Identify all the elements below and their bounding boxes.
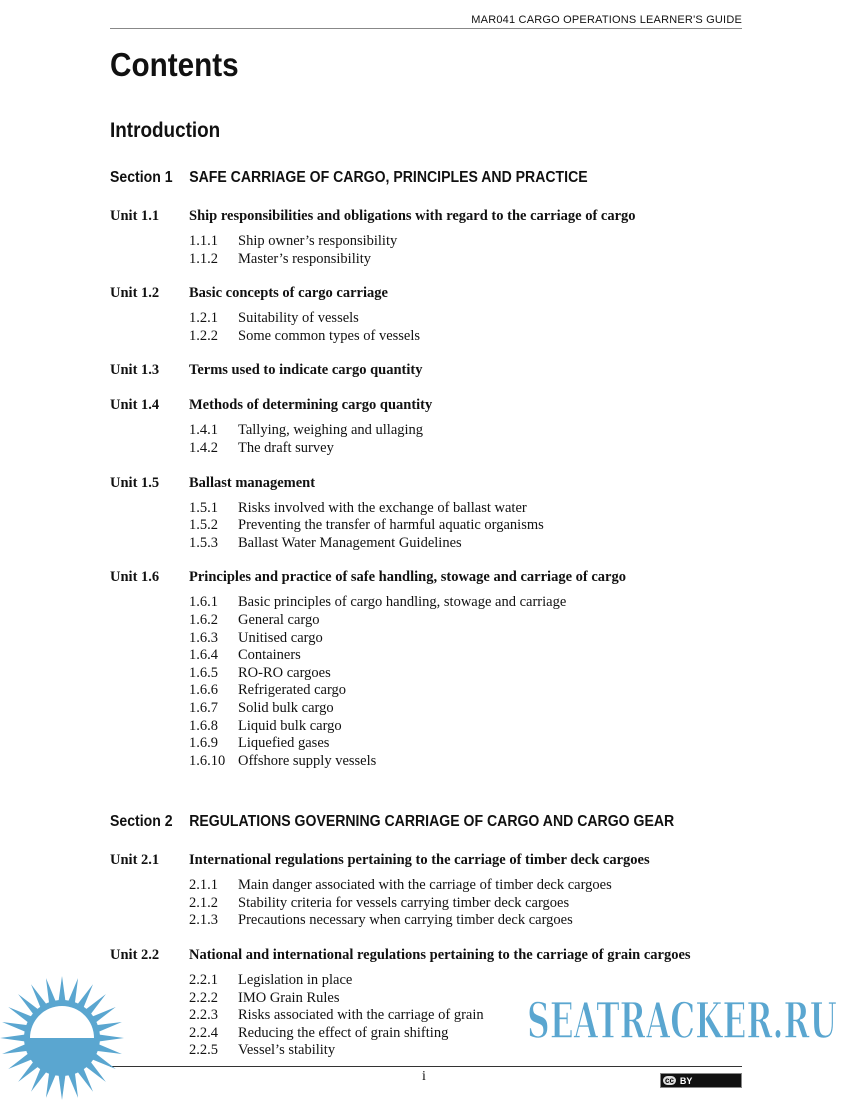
item-title: General cargo [238,611,320,628]
item-number: 1.2.1 [189,310,218,327]
item-number: 2.2.5 [189,1042,218,1059]
item-title: IMO Grain Rules [238,989,340,1006]
item-title: Some common types of vessels [238,327,421,344]
item-number: 2.1.3 [189,912,218,929]
sun-ray [8,1053,32,1069]
item-title: Risks involved with the exchange of ballast water [238,499,527,516]
toc-item[interactable] [110,877,750,895]
toc-item[interactable] [110,718,750,736]
item-number: 2.2.2 [189,989,218,1006]
unit-number: Unit 1.2 [110,285,160,302]
item-title: Refrigerated cargo [238,682,347,699]
item-title: Vessel’s stability [238,1042,336,1059]
unit-title: Basic concepts of cargo carriage [189,285,388,302]
item-number: 1.5.1 [189,499,218,516]
unit-number: Unit 2.2 [110,947,160,964]
item-title: Containers [238,647,301,664]
toc-section-heading[interactable] [110,168,673,188]
toc-item-list [110,233,750,268]
toc-item-list [110,594,750,770]
sun-ray [77,984,93,1008]
watermark-text: SEATRACKER.RU [527,991,837,1046]
toc-unit-heading[interactable] [110,396,750,414]
unit-number: Unit 1.1 [110,208,160,224]
toc-unit-heading[interactable] [110,946,750,964]
sun-ray [31,1067,47,1091]
item-title: Unitised cargo [238,629,323,646]
item-title: The draft survey [238,439,334,456]
sun-ray [18,994,39,1015]
sun-ray [31,984,47,1008]
item-number: 2.1.1 [189,877,218,894]
item-title: Stability criteria for vessels carrying timber deck cargoes [238,894,570,911]
toc-item[interactable] [110,612,750,630]
unit-title: Ballast management [189,474,316,491]
by-label: BY [679,1075,693,1086]
section-title: SAFE CARRIAGE OF CARGO, PRINCIPLES AND PRACTICE [189,169,588,186]
toc-item[interactable] [110,328,750,346]
item-title: Preventing the transfer of harmful aquatic organisms [238,517,544,534]
toc-item[interactable] [110,753,750,771]
unit-number: Unit 1.3 [110,362,160,379]
item-title: Precautions necessary when carrying timber deck cargoes [238,912,573,929]
sun-ray [68,978,78,1004]
sun-ray [18,1061,39,1082]
toc-item[interactable] [110,535,750,553]
unit-number: Unit 2.1 [110,852,160,869]
item-number: 1.6.3 [189,629,218,646]
item-title: Ship owner’s responsibility [238,233,398,249]
cc-icon: cc [665,1076,674,1085]
item-number: 1.6.10 [189,752,226,769]
page-number: i [422,1069,426,1084]
toc-item[interactable] [110,630,750,648]
item-number: 1.5.2 [189,517,218,534]
section-number: Section 2 [110,813,173,831]
toc-item[interactable] [110,310,750,328]
toc-item[interactable] [110,912,750,930]
page-title: Contents [110,46,239,83]
sun-ray [46,1072,56,1098]
sun-ray [2,1022,28,1032]
sun-ray [85,1061,106,1082]
item-title: Risks associated with the carriage of grain [238,1007,484,1024]
item-number: 1.6.8 [189,717,218,734]
unit-title: Methods of determining cargo quantity [189,397,433,414]
sun-ray [77,1067,93,1091]
unit-number: Unit 1.5 [110,474,160,491]
item-title: Legislation in place [238,972,353,989]
unit-title: Terms used to indicate cargo quantity [189,362,423,379]
table-of-contents [110,168,750,1060]
item-number: 2.1.2 [189,894,218,911]
item-title: Tallying, weighing and ullaging [238,422,424,439]
toc-item-list [110,310,750,345]
toc-unit-heading[interactable] [110,851,750,869]
item-number: 1.6.7 [189,699,218,716]
toc-item[interactable] [110,422,750,440]
toc-item-list [110,877,750,930]
toc-item[interactable] [110,440,750,458]
toc-item[interactable] [110,682,750,700]
item-title: Solid bulk cargo [238,699,334,716]
toc-unit-heading[interactable] [110,207,750,225]
toc-item[interactable] [110,1042,750,1060]
running-header: MAR041 CARGO OPERATIONS LEARNER'S GUIDE [110,14,742,29]
item-title: Basic principles of cargo handling, stowage and carriage [238,594,567,611]
toc-item[interactable] [110,735,750,753]
sun-ray [46,978,56,1004]
sun-ray [58,976,65,1002]
footer-rule [110,1066,742,1067]
item-title: Offshore supply vessels [238,752,377,769]
unit-number: Unit 1.4 [110,397,160,414]
item-number: 2.2.4 [189,1024,218,1041]
item-number: 1.6.4 [189,647,218,664]
toc-unit-heading[interactable] [110,284,750,302]
item-title: Main danger associated with the carriage of timber deck cargoes [238,877,612,894]
toc-item-list [110,422,750,457]
item-number: 1.6.5 [189,664,218,681]
item-number: 2.2.1 [189,972,218,989]
toc-item[interactable] [110,251,750,269]
item-number: 1.6.6 [189,682,218,699]
unit-number: Unit 1.6 [110,569,160,586]
sun-ray [58,1074,65,1100]
item-number: 1.6.2 [189,611,218,628]
unit-title: Principles and practice of safe handling, stowage and carriage of cargo [189,569,626,586]
toc-unit-heading[interactable] [110,568,750,586]
unit-title: International regulations pertaining to the carriage of timber deck cargoes [189,852,650,869]
toc-item[interactable] [110,1007,750,1025]
item-title: Liquefied gases [238,735,330,752]
toc-item[interactable] [110,517,750,535]
toc-item[interactable] [110,895,750,913]
sun-ray [0,1034,26,1041]
item-number: 1.4.2 [189,439,218,456]
item-title: Master’s responsibility [238,250,372,267]
item-title: Suitability of vessels [238,310,359,327]
toc-item[interactable] [110,990,750,1008]
item-number: 1.6.1 [189,594,218,611]
toc-item[interactable] [110,594,750,612]
cc-by-license-badge[interactable] [660,1073,742,1088]
sun-ray [8,1007,32,1023]
item-title: Ballast Water Management Guidelines [238,534,462,551]
toc-item[interactable] [110,500,750,518]
toc-item[interactable] [110,700,750,718]
sun-ray [85,994,106,1015]
toc-unit-heading[interactable] [110,474,750,492]
section-number: Section 1 [110,169,173,186]
toc-item[interactable] [110,233,750,251]
toc-introduction: Introduction [110,119,221,142]
item-number: 1.5.3 [189,534,218,551]
sun-ray [2,1044,28,1054]
toc-item-list [110,500,750,553]
toc-item[interactable] [110,972,750,990]
item-number: 1.1.2 [189,250,218,267]
item-title: Liquid bulk cargo [238,717,342,734]
item-number: 1.2.2 [189,327,218,344]
toc-unit-heading[interactable] [110,361,750,379]
section-title: REGULATIONS GOVERNING CARRIAGE OF CARGO AND CARGO GEAR [189,813,675,831]
item-number: 2.2.3 [189,1007,218,1024]
item-number: 1.4.1 [189,422,218,439]
toc-section-heading[interactable] [110,812,673,832]
unit-title: Ship responsibilities and obligations with regard to the carriage of cargo [189,208,636,224]
item-title: RO-RO cargoes [238,664,331,681]
toc-item[interactable] [110,1025,750,1043]
item-number: 1.1.1 [189,233,218,249]
toc-item-list [110,972,750,1060]
unit-title: National and international regulations pertaining to the carriage of grain cargoes [189,947,691,964]
sun-ray [68,1072,78,1098]
item-number: 1.6.9 [189,735,218,752]
toc-item[interactable] [110,665,750,683]
toc-item[interactable] [110,647,750,665]
item-title: Reducing the effect of grain shifting [238,1024,449,1041]
